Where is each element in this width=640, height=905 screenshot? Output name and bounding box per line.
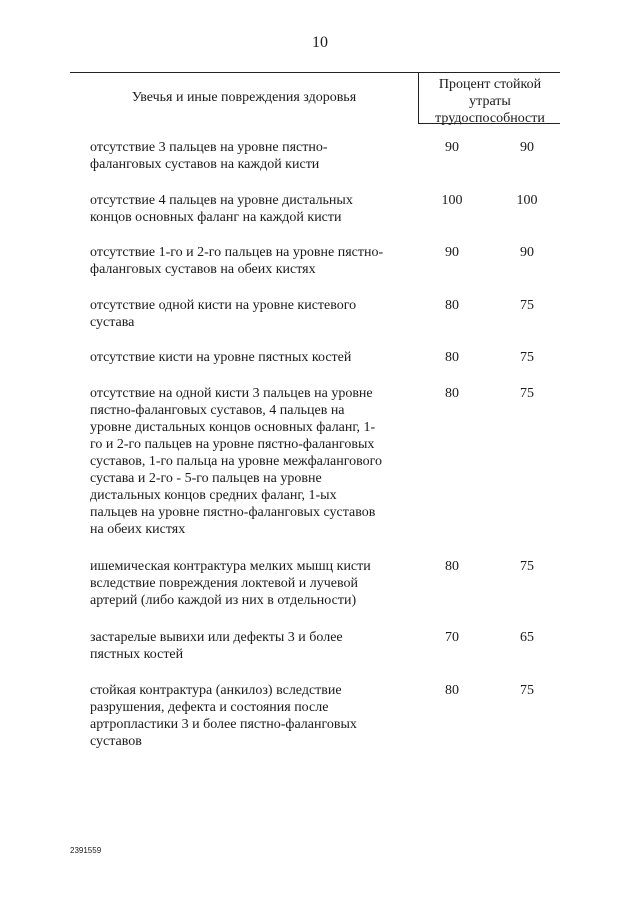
value-col-1: 90: [445, 140, 459, 155]
row-line: отсутствие одной кисти на уровне кистевого: [90, 298, 357, 313]
value-col-1: 70: [445, 630, 459, 645]
column-header-injury: Увечья и иные повреждения здоровья: [131, 90, 357, 105]
row-line: фаланговых суставов на обеих кистях: [90, 262, 316, 277]
column-header-percent-line: Процент стойкой: [438, 77, 542, 92]
value-col-1: 80: [445, 559, 459, 574]
value-col-2: 75: [520, 386, 534, 401]
value-col-2: 90: [520, 245, 534, 260]
value-col-2: 75: [520, 350, 534, 365]
row-line: отсутствие на одной кисти 3 пальцев на уровне: [90, 386, 373, 401]
row-line: суставов, 1-го пальца на уровне межфалангового: [90, 454, 383, 469]
value-col-1: 80: [445, 683, 459, 698]
row-line: артерий (либо каждой из них в отдельности): [90, 593, 357, 608]
row-line: концов основных фаланг на каждой кисти: [90, 210, 342, 225]
row-description: [90, 192, 415, 226]
value-col-2: 65: [520, 630, 534, 645]
column-header-percent-line: трудоспособности: [435, 111, 545, 126]
row-line: пястных костей: [90, 647, 184, 662]
row-description: [90, 297, 415, 331]
header-vertical-rule: [418, 73, 419, 123]
row-description: [90, 385, 415, 538]
row-description: [90, 682, 415, 750]
row-line: суставов: [90, 734, 142, 749]
row-line: пястно-фаланговых суставов, 4 пальцев на: [90, 403, 345, 418]
value-col-1: 90: [445, 245, 459, 260]
row-line: отсутствие 1-го и 2-го пальцев на уровне пястно-: [90, 245, 384, 260]
value-col-1: 100: [441, 193, 463, 208]
value-col-2: 90: [520, 140, 534, 155]
row-description: [90, 629, 415, 663]
row-line: дистальных концов средних фаланг, 1-ых: [90, 488, 337, 503]
row-line: ишемическая контрактура мелких мышц кисти: [90, 559, 371, 574]
row-line: фаланговых суставов на каждой кисти: [90, 157, 320, 172]
row-line: отсутствие 4 пальцев на уровне дистальных: [90, 193, 353, 208]
document-code: 2391559: [70, 846, 102, 855]
row-line: стойкая контрактура (анкилоз) вследствие: [90, 683, 342, 698]
value-col-1: 80: [445, 350, 459, 365]
row-line: сустава: [90, 315, 135, 330]
value-col-2: 75: [520, 559, 534, 574]
row-line: отсутствие 3 пальцев на уровне пястно-: [90, 140, 328, 155]
row-line: отсутствие кисти на уровне пястных костей: [90, 350, 352, 365]
column-header-percent-line: утраты: [469, 94, 511, 109]
row-line: вследствие повреждения локтевой и лучевой: [90, 576, 358, 591]
row-line: на обеих кистях: [90, 522, 186, 537]
row-line: разрушения, дефекта и состояния после: [90, 700, 329, 715]
row-line: артропластики 3 и более пястно-фаланговых: [90, 717, 357, 732]
row-line: застарелые вывихи или дефекты 3 и более: [90, 630, 343, 645]
row-line: пальцев на уровне пястно-фаланговых суставов: [90, 505, 376, 520]
row-line: уровне дистальных концов основных фаланг, 1-: [90, 420, 376, 435]
value-col-1: 80: [445, 386, 459, 401]
column-header-percent: [420, 76, 560, 127]
row-description: [90, 349, 415, 366]
header-top-rule: [70, 72, 560, 73]
row-line: сустава и 2-го - 5-го пальцев на уровне: [90, 471, 322, 486]
row-description: [90, 558, 415, 609]
value-col-2: 75: [520, 683, 534, 698]
page-number: 10: [312, 34, 328, 51]
value-col-2: 75: [520, 298, 534, 313]
row-line: го и 2-го пальцев на уровне пястно-фаланговых: [90, 437, 375, 452]
row-description: [90, 244, 415, 278]
value-col-1: 80: [445, 298, 459, 313]
value-col-2: 100: [516, 193, 538, 208]
row-description: [90, 139, 415, 173]
